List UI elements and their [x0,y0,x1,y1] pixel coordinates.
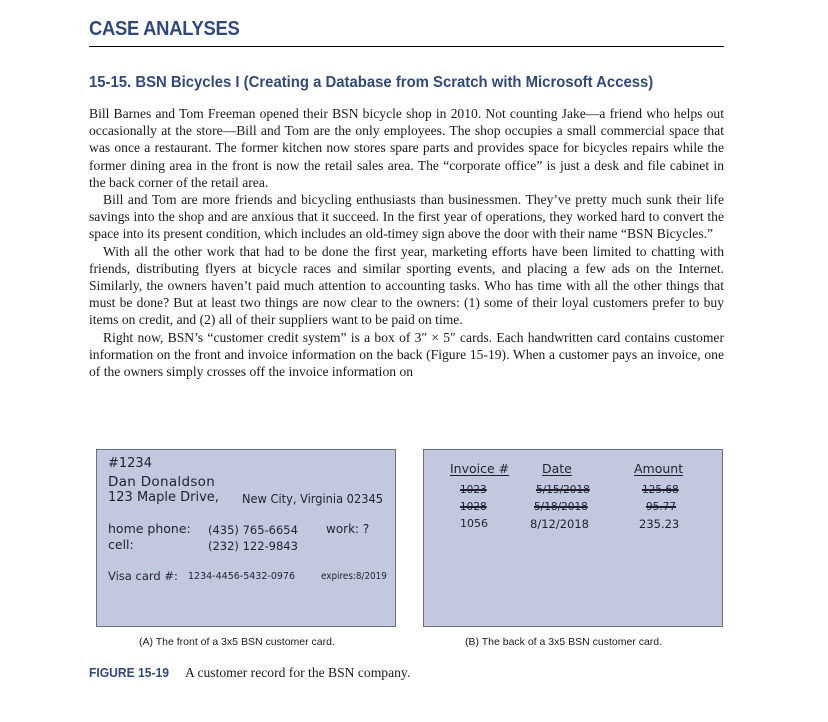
invoice-amount-paid: 125.68 [642,484,679,496]
cell-phone-label: cell: [108,537,134,552]
header-divider [89,46,724,47]
work-phone-label: work: ? [326,522,370,536]
customer-street: 123 Maple Drive, [108,490,219,505]
customer-city: New City, Virginia 02345 [242,492,383,506]
paragraph-1: Bill Barnes and Tom Freeman opened their BSN bicycle shop in 2010. Not counting Jake—a friend who helps out occasionally at the store—Bill and Tom are the only employees. The shop occupies a small commercial space that was once a restaurant. The former kitchen now stores spare parts and provides space for bicycles repairs while the former dining area in the front is now the retail sales area. The “corporate office” is just a desk and file cabinet in the back corner of the retail area. [89,106,724,190]
figure-text: A customer record for the BSN company. [184,665,411,680]
figure-label: FIGURE 15-19 [89,665,169,680]
invoice-amount-open: 235.23 [639,517,680,531]
paragraph-3: With all the other work that had to be done the first year, marketing efforts have been limited to chatting with friends, distributing flyers at bicycle races and similar sporting events, and placing a few ads on the Internet. Similarly, the owners haven’t paid much attention to accounting tasks. Who has time with all the other things that must be done? But at least two things are now clear to the owners: (1) some of their loyal customers prefer to buy items on credit, and (2) all of their suppliers want to be paid on time. [89,243,724,328]
amount-header: Amount [634,461,684,476]
paragraph-4: Right now, BSN’s “customer credit system” is a box of 3″ × 5″ cards. Each handwritten card contains customer information on the front and invoice information on the back (Figure 15-19). When a customer pays an invoice, one of the owners simply crosses off the invoice information on [89,329,724,380]
case-body [89,105,724,380]
invoice-number-paid: 1023 [460,484,487,496]
invoice-date-paid: 5/15/2018 [536,484,590,496]
card-back-caption: (B) The back of a 3x5 BSN customer card. [465,636,663,648]
card-front-caption: (A) The front of a 3x5 BSN customer card. [139,636,335,648]
card-expiration: expires:8/2019 [321,571,387,582]
invoice-header: Invoice # [450,461,510,476]
cell-phone: (232) 122-9843 [208,539,298,553]
customer-card-back [423,449,723,627]
invoice-date-paid: 5/18/2018 [534,501,588,513]
invoice-number-paid: 1028 [460,501,487,513]
invoice-amount-paid: 95.77 [646,501,677,513]
customer-number: #1234 [108,456,152,471]
paragraph-2: Bill and Tom are more friends and bicycling enthusiasts than businessmen. They’ve pretty much sunk their life savings into the shop and are anxious that it succeed. In the first year of operations, they worked hard to convert the space into its present condition, which includes an old-timey sign above the door with their name “BSN Bicycles.” [89,192,724,242]
date-header: Date [542,461,572,476]
invoice-date-open: 8/12/2018 [530,517,589,531]
customer-card-front [96,449,396,627]
invoice-number-open: 1056 [460,517,488,530]
home-phone: (435) 765-6654 [208,523,298,537]
customer-name: Dan Donaldson [108,474,216,490]
visa-card-label: Visa card #: [108,569,178,583]
figure-caption [89,664,410,682]
section-header: CASE ANALYSES [89,18,240,40]
visa-card-number: 1234-4456-5432-0976 [188,571,295,582]
home-phone-label: home phone: [108,521,191,536]
case-title: 15-15. BSN Bicycles I (Creating a Database from Scratch with Microsoft Access) [89,74,654,91]
